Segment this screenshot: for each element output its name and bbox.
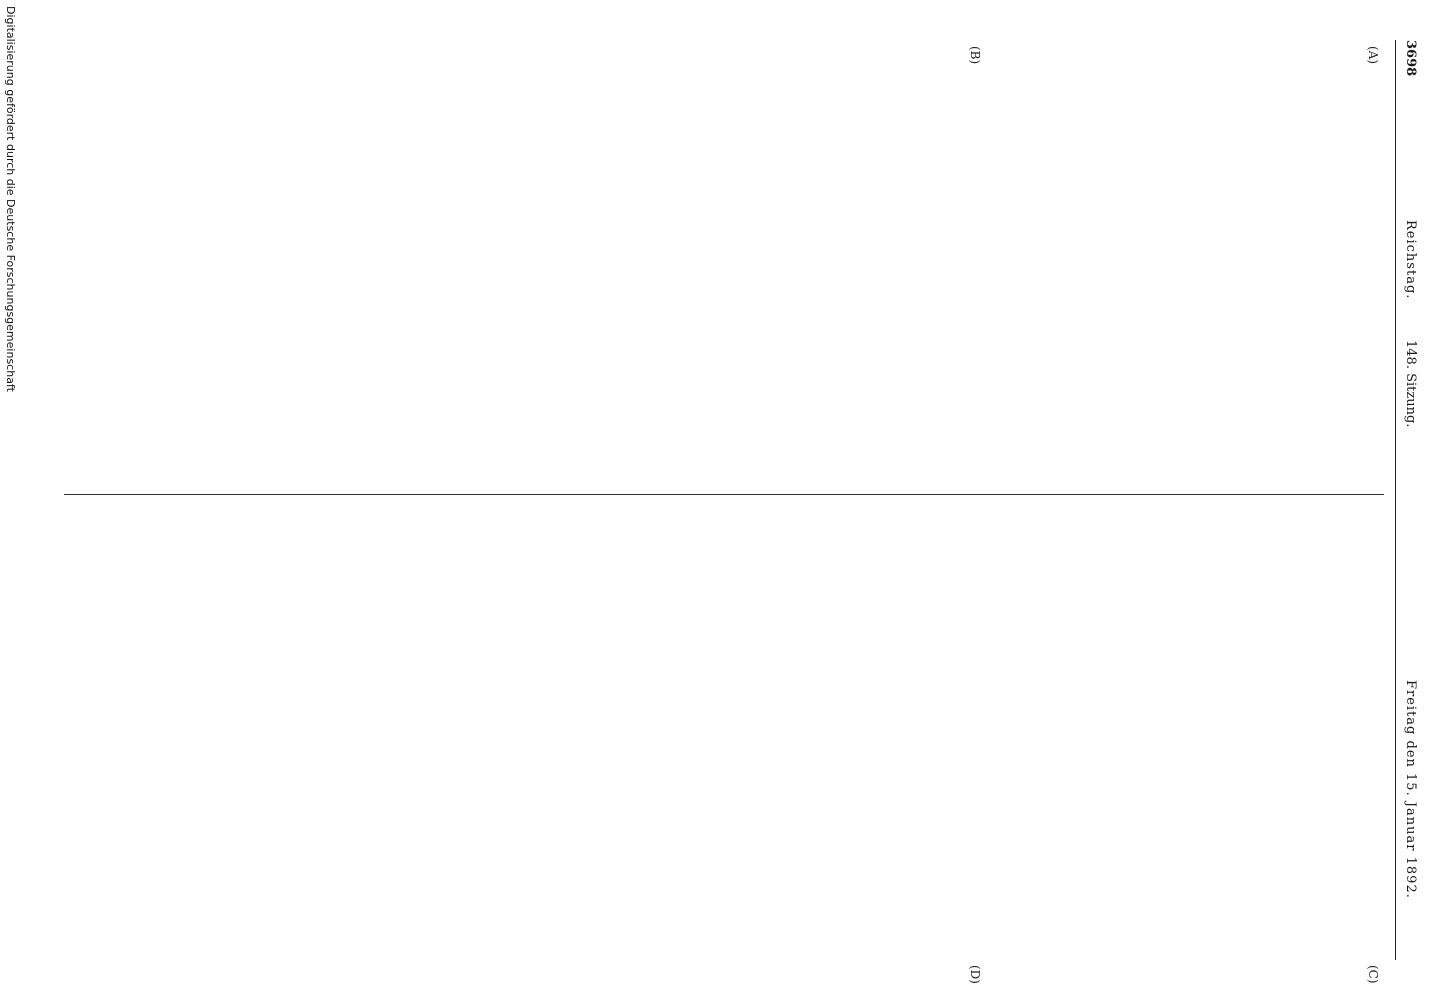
footer-text: Digitalisierung gefördert durch die Deutsche Forschungsgemeinschaft: [4, 6, 17, 392]
margin-letter-c: (C): [1366, 965, 1380, 984]
margin-letter-d: (D): [968, 965, 982, 984]
page-number: 3698: [1403, 40, 1418, 77]
margin-letter-b: (B): [968, 46, 982, 65]
text-column-left: [64, 60, 1384, 485]
digitization-footer: [0, 0, 20, 1000]
header-date: Freitag den 15. Januar 1892.: [1403, 680, 1418, 899]
margin-letter-a: (A): [1366, 46, 1380, 65]
header-body: Reichstag.: [1403, 220, 1418, 300]
header-session: 148. Sitzung.: [1403, 340, 1418, 428]
running-header: [1398, 40, 1424, 960]
header-rule: [1395, 40, 1396, 960]
text-column-right: [64, 515, 1384, 940]
column-divider: [64, 494, 1384, 495]
